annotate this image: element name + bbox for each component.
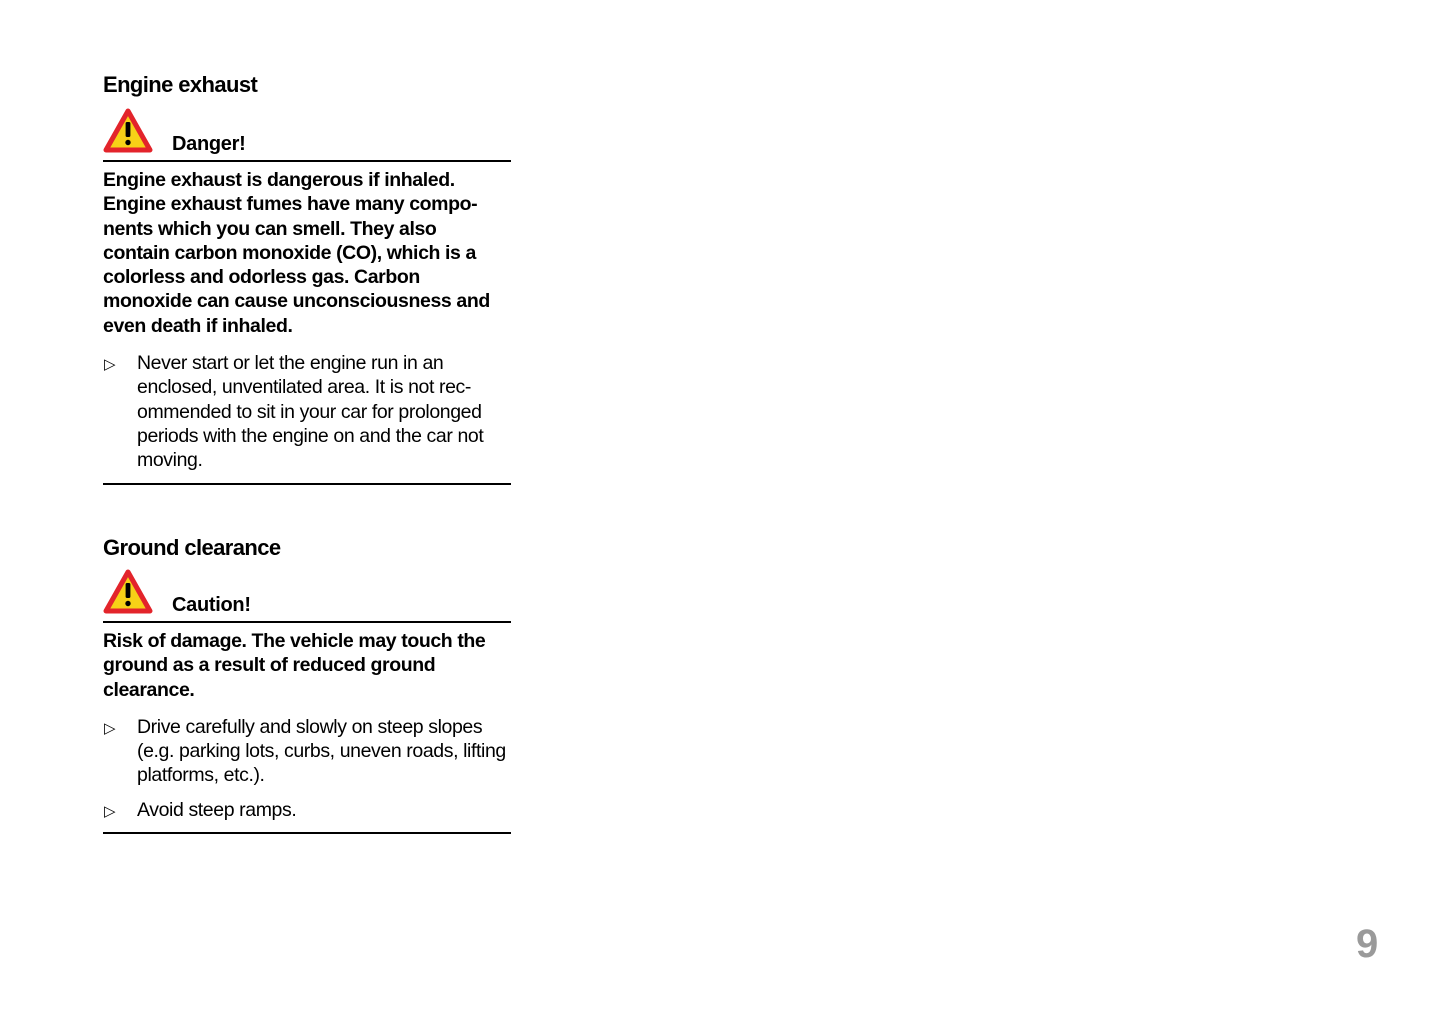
bullet-triangle-icon: ▷: [104, 719, 116, 737]
warning-body: Risk of damage. The vehicle may touch the ground as a result of reduced ground clearance.: [103, 630, 486, 701]
list-item: [103, 351, 511, 472]
instruction-list: [103, 715, 511, 822]
list-item-text: Avoid steep ramps.: [137, 798, 297, 821]
warning-triangle-icon: [103, 569, 153, 615]
warning-label: Danger!: [172, 133, 246, 155]
warning-header: [103, 108, 511, 162]
warning-header: [103, 569, 511, 623]
warning-triangle-icon: [103, 108, 153, 154]
list-item-text: Never start or let the engine run in an enclosed, unventilated area. It is not rec-ommended to sit in your car for prolonged periods with the engine on and the car not moving.: [137, 352, 484, 472]
section-title: Ground clearance: [103, 535, 281, 560]
section-title: Engine exhaust: [103, 72, 258, 97]
page-number: 9: [1356, 922, 1379, 966]
list-item-text: Drive carefully and slowly on steep slopes (e.g. parking lots, curbs, uneven roads, lifting platforms, etc.).: [137, 715, 506, 787]
list-item: [103, 798, 511, 822]
list-item: [103, 715, 511, 788]
section-engine-exhaust: [103, 72, 511, 485]
section-end-rule: [103, 832, 511, 834]
warning-label: Caution!: [172, 594, 251, 616]
bullet-triangle-icon: ▷: [104, 802, 116, 820]
section-ground-clearance: [103, 535, 511, 834]
bullet-triangle-icon: ▷: [104, 356, 116, 374]
warning-body: Engine exhaust is dangerous if inhaled. Engine exhaust fumes have many compo-nents which you can smell. They also contain carbon monoxide (CO), which is a colorless and odorless gas. Carbon monoxide can cause unconsciousness and even death if inhaled.: [103, 169, 490, 337]
section-end-rule: [103, 483, 511, 485]
instruction-list: [103, 351, 511, 472]
